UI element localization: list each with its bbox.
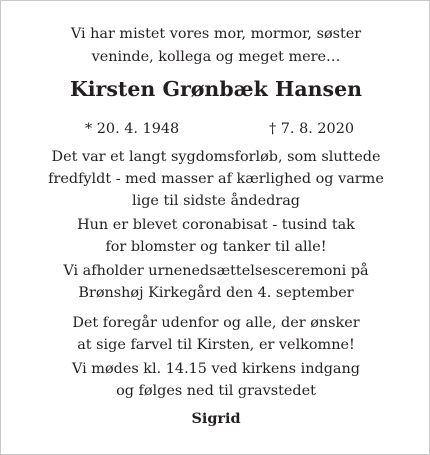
paragraph-line: lige til sidste åndedrag — [132, 193, 300, 209]
paragraph-ceremony — [1, 260, 430, 304]
paragraph-line: Det foregår udenfor og alle, der ønsker — [72, 315, 360, 331]
paragraph-thanks — [1, 214, 430, 258]
birth-date: * 20. 4. 1948 — [85, 121, 180, 137]
paragraph-line: og følges ned til gravstedet — [116, 383, 316, 399]
intro-line-1: Vi har mistet vores mor, mormor, søster — [70, 26, 362, 42]
paragraph-line: Brønshøj Kirkegård den 4. september — [78, 285, 354, 301]
paragraph-line: Hun er blevet coronabisat - tusind tak — [77, 217, 355, 233]
signature: Sigrid — [191, 410, 241, 427]
paragraph-line: Vi mødes kl. 14.15 ved kirkens indgang — [71, 361, 360, 377]
paragraph-line: Vi afholder urnenedsættelsesceremoni på — [63, 263, 369, 279]
paragraph-line: Det var et langt sygdomsforløb, som sluttede — [51, 149, 381, 165]
paragraph-invitation — [1, 312, 430, 356]
paragraph-illness — [1, 146, 430, 212]
paragraph-line: fredfyldt - med masser af kærlighed og varme — [48, 171, 384, 187]
deceased-name: Kirsten Grønbæk Hansen — [69, 77, 363, 101]
intro-line-2: veninde, kollega og meget mere… — [91, 49, 341, 65]
paragraph-meeting — [1, 358, 430, 402]
death-date: † 7. 8. 2020 — [269, 121, 355, 137]
intro-text — [1, 23, 430, 69]
paragraph-line: at sige farvel til Kirsten, er velkomne! — [77, 337, 355, 353]
life-dates — [1, 117, 430, 141]
paragraph-line: for blomster og tanker til alle! — [105, 239, 327, 255]
